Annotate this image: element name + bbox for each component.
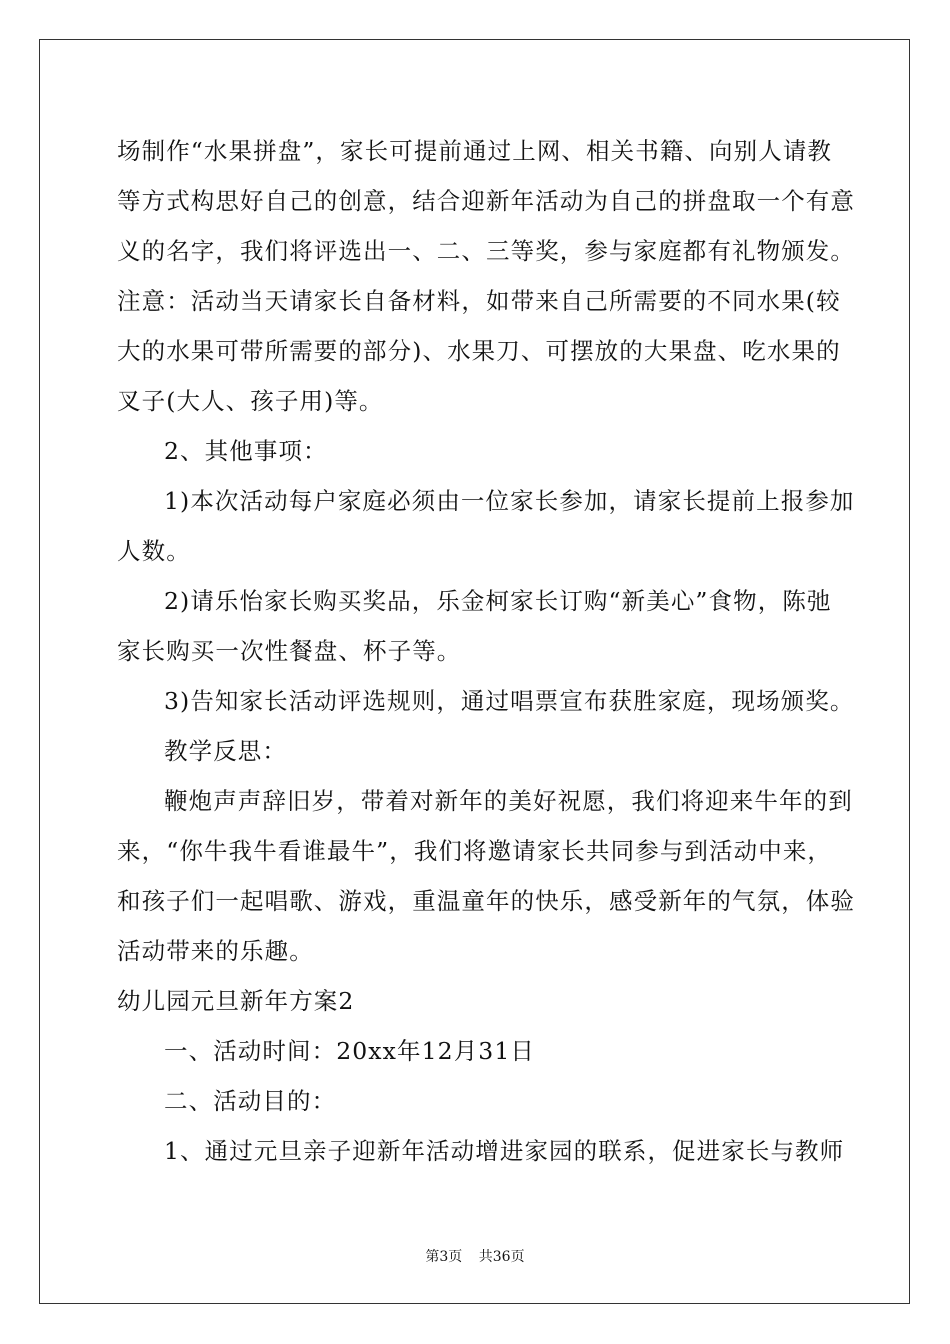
body-line-11: 家长购买一次性餐盘、杯子等。	[117, 637, 462, 665]
body-line-5: 大的水果可带所需要的部分)、水果刀、可摆放的大果盘、吃水果的	[117, 337, 841, 365]
body-line-12: 3)告知家长活动评选规则，通过唱票宣布获胜家庭，现场颁奖。	[164, 687, 855, 715]
body-line-15: 来，“你牛我牛看谁最牛”，我们将邀请家长共同参与到活动中来，	[117, 837, 833, 865]
body-line-21: 1、通过元旦亲子迎新年活动增进家园的联系，促进家长与教师	[164, 1137, 845, 1165]
body-line-2: 等方式构思好自己的创意，结合迎新年活动为自己的拼盘取一个有意	[117, 187, 855, 215]
body-line-14: 鞭炮声声辞旧岁，带着对新年的美好祝愿，我们将迎来牛年的到	[164, 787, 853, 815]
body-line-4: 注意：活动当天请家长自备材料，如带来自己所需要的不同水果(较	[117, 287, 841, 315]
body-line-13: 教学反思：	[164, 737, 287, 765]
body-line-20: 二、活动目的：	[164, 1087, 337, 1115]
body-line-10: 2)请乐怡家长购买奖品，乐金柯家长订购“新美心”食物，陈弛	[164, 587, 832, 615]
body-line-9: 人数。	[117, 537, 191, 565]
body-line-19: 一、活动时间：20xx年12月31日	[164, 1037, 536, 1065]
body-line-3: 义的名字，我们将评选出一、二、三等奖，参与家庭都有礼物颁发。	[117, 237, 855, 265]
section-heading: 幼儿园元旦新年方案2	[117, 987, 355, 1015]
body-line-6: 叉子(大人、孩子用)等。	[117, 387, 384, 415]
body-line-1: 场制作“水果拼盘”，家长可提前通过上网、相关书籍、向别人请教	[117, 137, 833, 165]
body-line-7: 2、其他事项：	[164, 437, 328, 465]
body-line-8: 1)本次活动每户家庭必须由一位家长参加，请家长提前上报参加	[164, 487, 855, 515]
page-total: 共36页	[478, 1249, 525, 1265]
page-number: 第3页	[425, 1249, 463, 1265]
body-line-17: 活动带来的乐趣。	[117, 937, 314, 965]
body-line-16: 和孩子们一起唱歌、游戏，重温童年的快乐，感受新年的气氛，体验	[117, 887, 855, 915]
page-footer	[0, 1248, 950, 1266]
